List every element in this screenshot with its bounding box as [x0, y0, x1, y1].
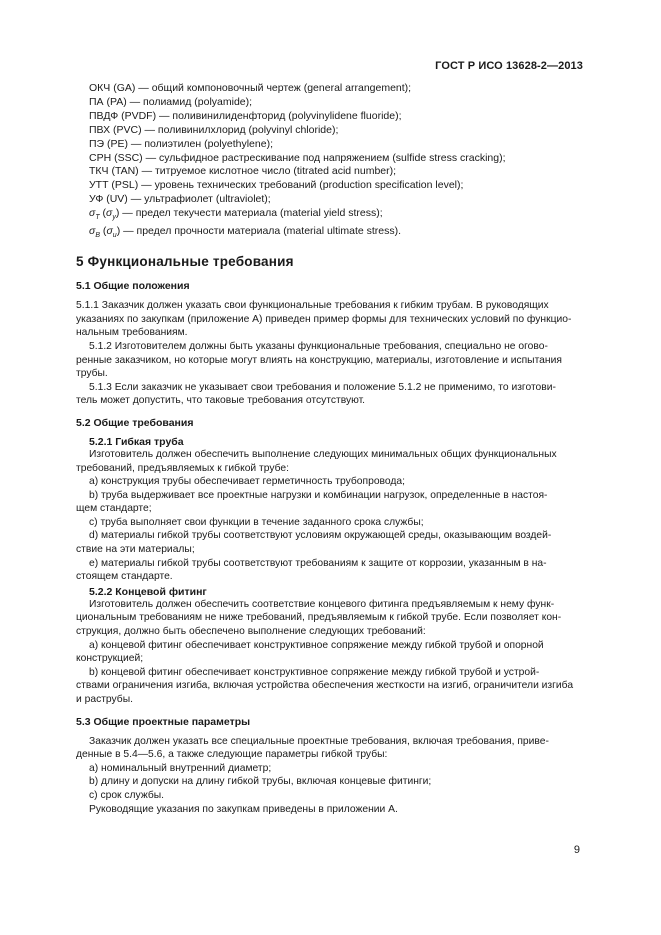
subscript: B — [95, 232, 101, 240]
text-line: циональным требованиям не ниже требований, предъявляемым к гибкой трубе. Если позволяет кон- — [76, 612, 562, 624]
text-line: ствие на эти материалы; — [76, 544, 195, 556]
section-5-2-2-body — [76, 598, 584, 707]
symbol-item-yield-stress: $\sigma_T$ $(\sigma_y)$ — предел текучести материала (material yield stress); — [89, 207, 383, 222]
text-line: конструкцией; — [76, 653, 144, 665]
subscript: y — [112, 214, 116, 222]
document-header: ГОСТ Р ИСО 13628-2—2013 — [435, 60, 583, 72]
abbreviation-item: ОКЧ (GA) — общий компоновочный чертеж (general arrangement); — [89, 82, 412, 94]
section-5-1-body — [76, 299, 584, 408]
list-item: d) материалы гибкой трубы соответствуют условиям окружающей среды, оказывающим воздей- — [89, 530, 552, 542]
text-line: стоящем стандарте. — [76, 571, 173, 583]
section-5-2-heading: 5.2 Общие требования — [76, 416, 194, 429]
section-5-2-2-heading: 5.2.2 Концевой фитинг — [89, 585, 207, 598]
text-line: Заказчик должен указать все специальные проектные требования, включая требования, приве- — [89, 735, 549, 747]
abbreviation-item: СРН (SSC) — сульфидное растрескивание под напряжением (sulfide stress cracking); — [89, 151, 506, 164]
text-line: Изготовитель должен обеспечить выполнение следующих минимальных общих функциональных — [89, 448, 557, 460]
subscript: u — [112, 232, 117, 240]
text-line: струкция, должно быть обеспечено выполнение следующих требований: — [76, 626, 426, 638]
text-line: 5.1.3 Если заказчик не указывает свои требования и положение 5.1.2 не применимо, то изготови- — [89, 381, 556, 393]
list-item: а) концевой фитинг обеспечивает конструктивное сопряжение между гибкой трубой и опорной — [89, 639, 544, 651]
text-line: требований, предъявляемых к гибкой трубе: — [76, 462, 289, 474]
text-line: 5.1.2 Изготовителем должны быть указаны функциональные требования, специально не огово- — [89, 340, 548, 352]
text-line: ствами ограничения изгиба, включая устройства обеспечения жесткости на изгиб, ограничители изгиба — [76, 680, 574, 692]
list-item: е) материалы гибкой трубы соответствуют требованиям к защите от коррозии, указанным в на- — [89, 557, 547, 569]
sigma-symbol: σ — [106, 225, 113, 238]
abbreviation-item: ПВХ (PVC) — поливинилхлорид (polyvinyl chloride); — [89, 123, 339, 136]
text-line: трубы. — [76, 368, 108, 380]
section-5-3-heading: 5.3 Общие проектные параметры — [76, 715, 251, 728]
text-line: 5.1.1 Заказчик должен указать свои функциональные требования к гибким трубам. В руководящих — [76, 300, 549, 312]
text-line: нальным требованиям. — [76, 327, 188, 339]
list-item: b) концевой фитинг обеспечивает конструктивное сопряжение между гибкой трубой и устрой- — [89, 666, 540, 678]
text-line: Изготовитель должен обеспечить соответствие концевого фитинга предъявляемым к нему функ- — [89, 598, 555, 610]
sigma-symbol: σ — [106, 207, 113, 220]
page-content — [76, 82, 584, 816]
section-5-2-1-body — [76, 448, 584, 584]
text-line: ренные заказчиком, но которые могут влиять на конструкцию, материалы, изготовление и испытания — [76, 354, 562, 366]
list-item: с) срок службы. — [89, 789, 164, 801]
list-item: а) номинальный внутренний диаметр; — [89, 762, 272, 774]
abbreviation-item: ПА (PA) — полиамид (polyamide); — [89, 95, 253, 108]
subscript: T — [95, 214, 100, 222]
symbol-item-ultimate-stress: $\sigma_B$ $(\sigma_u)$ — предел прочности материала (material ultimate stress). — [89, 225, 402, 240]
list-item: b) труба выдерживает все проектные нагрузки и комбинации нагрузок, определенные в настоя- — [89, 489, 548, 501]
text-line: денные в 5.4—5.6, а также следующие параметры гибкой трубы: — [76, 749, 388, 761]
page-number: 9 — [573, 844, 580, 856]
abbreviation-item: УФ (UV) — ультрафиолет (ultraviolet); — [89, 193, 271, 206]
abbreviations-list — [76, 82, 584, 243]
section-5-2-1-heading: 5.2.1 Гибкая труба — [89, 435, 184, 448]
abbreviation-item: ТКЧ (TAN) — титруемое кислотное число (titrated acid number); — [89, 165, 397, 178]
abbreviation-item: ПВДФ (PVDF) — поливинилиденфторид (polyvinylidene fluoride); — [89, 109, 402, 122]
section-5-3-body — [76, 735, 584, 817]
symbol-definition: — предел текучести материала (material yield stress); — [119, 207, 383, 220]
sigma-symbol: σ — [89, 207, 96, 220]
text-line: указаниях по закупкам (приложение А) приведен пример формы для технических условий по функцио- — [76, 313, 572, 325]
list-item: а) конструкция трубы обеспечивает герметичность трубопровода; — [89, 476, 405, 488]
symbol-definition: — предел прочности материала (material ultimate stress). — [120, 225, 402, 238]
text-line: тель может допустить, что таковые требования отсутствуют. — [76, 395, 366, 407]
text-line: Руководящие указания по закупкам приведены в приложении А. — [89, 803, 398, 815]
text-line: щем стандарте; — [76, 503, 152, 515]
list-item: b) длину и допуски на длину гибкой трубы, включая концевые фитинги; — [89, 776, 432, 788]
section-5-heading: 5 Функциональные требования — [76, 254, 294, 270]
text-line: и раструбы. — [76, 694, 133, 705]
abbreviation-item: ПЭ (PE) — полиэтилен (polyethylene); — [89, 137, 273, 150]
section-5-1-heading: 5.1 Общие положения — [76, 280, 190, 293]
sigma-symbol: σ — [89, 225, 96, 238]
list-item: с) труба выполняет свои функции в течение заданного срока службы; — [89, 516, 424, 528]
abbreviation-item: УТТ (PSL) — уровень технических требований (production specification level); — [89, 179, 464, 192]
